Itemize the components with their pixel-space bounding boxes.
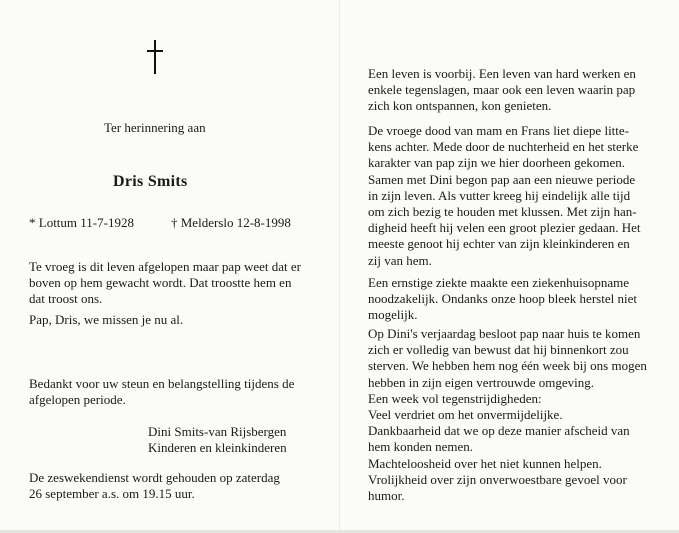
text-line: digheid heeft hij velen een groot plezier gedaan. Het <box>368 220 641 236</box>
text-line: humor. <box>368 488 405 504</box>
text-line: Vrolijkheid over zijn onverwoestbare gevoel voor <box>368 471 627 487</box>
text-line: Een leven is voorbij. Een leven van hard werken en <box>368 66 636 81</box>
thanks-paragraph <box>29 376 294 408</box>
text-line: karakter van pap zijn we hier doorheen gekomen. <box>368 155 626 171</box>
text-line: Een week vol tegenstrijdigheden: <box>368 390 542 406</box>
birth-info: * Lottum 11-7-1928 <box>29 215 134 230</box>
text-line: De zeswekendienst wordt gehouden op zaterdag <box>29 470 280 485</box>
service-paragraph <box>29 470 280 502</box>
text-line: Dankbaarheid dat we op deze manier afscheid van <box>368 423 630 439</box>
deceased-name: Dris Smits <box>113 173 188 190</box>
text-line: meeste genoot hij echter van zijn kleinkinderen en <box>368 236 630 252</box>
card-fold <box>339 0 340 533</box>
final-week-paragraph <box>368 326 647 504</box>
illness-paragraph <box>368 275 637 324</box>
text-line: Samen met Dini begon pap aan een nieuwe periode <box>368 171 636 187</box>
text-line: Veel verdriet om het onvermijdelijke. <box>368 407 563 423</box>
text-line: Op Dini's verjaardag besloot pap naar huis te komen <box>368 326 641 341</box>
text-line: zij van hem. <box>368 252 432 268</box>
text-line: zich er volledig van bewust dat hij binnenkort zou <box>368 342 629 358</box>
miss-text: Pap, Dris, we missen je nu al. <box>29 312 184 327</box>
text-line: zich kon ontspannen, kon genieten. <box>368 98 552 114</box>
text-line: sterven. We hebben hem nog één week bij ons mogen <box>368 358 647 374</box>
text-line: in zijn leven. Als vutter kreeg hij eindelijk alle tijd <box>368 187 631 203</box>
intro-paragraph <box>29 259 301 308</box>
text-line: om zich bezig te houden met klussen. Met zijn han- <box>368 204 637 220</box>
cross-icon <box>145 40 165 74</box>
text-line: afgelopen periode. <box>29 392 126 408</box>
text-line: hem konden nemen. <box>368 439 474 455</box>
text-line: 26 september a.s. om 19.15 uur. <box>29 486 195 502</box>
text-line: Machteloosheid over het niet kunnen helpen. <box>368 455 602 471</box>
death-info: † Melderslo 12-8-1998 <box>171 215 291 230</box>
history-paragraph <box>368 123 641 269</box>
signature-line: Dini Smits-van Rijsbergen <box>148 424 287 439</box>
text-line: mogelijk. <box>368 307 418 323</box>
text-line: dat troost ons. <box>29 291 103 307</box>
text-line: hebben in zijn eigen vertrouwde omgeving. <box>368 374 594 390</box>
text-line: noodzakelijk. Ondanks onze hoop bleek herstel niet <box>368 291 637 307</box>
text-line: Een ernstige ziekte maakte een ziekenhuisopname <box>368 275 629 290</box>
signature-line: Kinderen en kleinkinderen <box>148 440 287 456</box>
signature-block <box>148 424 287 456</box>
text-line: Te vroeg is dit leven afgelopen maar pap weet dat er <box>29 259 301 274</box>
remembrance-text: Ter herinnering aan <box>104 120 206 135</box>
text-line: enkele tegenslagen, maar ook een leven waarin pap <box>368 82 636 98</box>
text-line: De vroege dood van mam en Frans liet diepe litte- <box>368 123 630 138</box>
text-line: boven op hem gewacht wordt. Dat troostte hem en <box>29 275 292 291</box>
text-line: Bedankt voor uw steun en belangstelling tijdens de <box>29 376 295 391</box>
text-line: kens achter. Mede door de nuchterheid en het sterke <box>368 139 639 155</box>
life-paragraph <box>368 66 636 115</box>
